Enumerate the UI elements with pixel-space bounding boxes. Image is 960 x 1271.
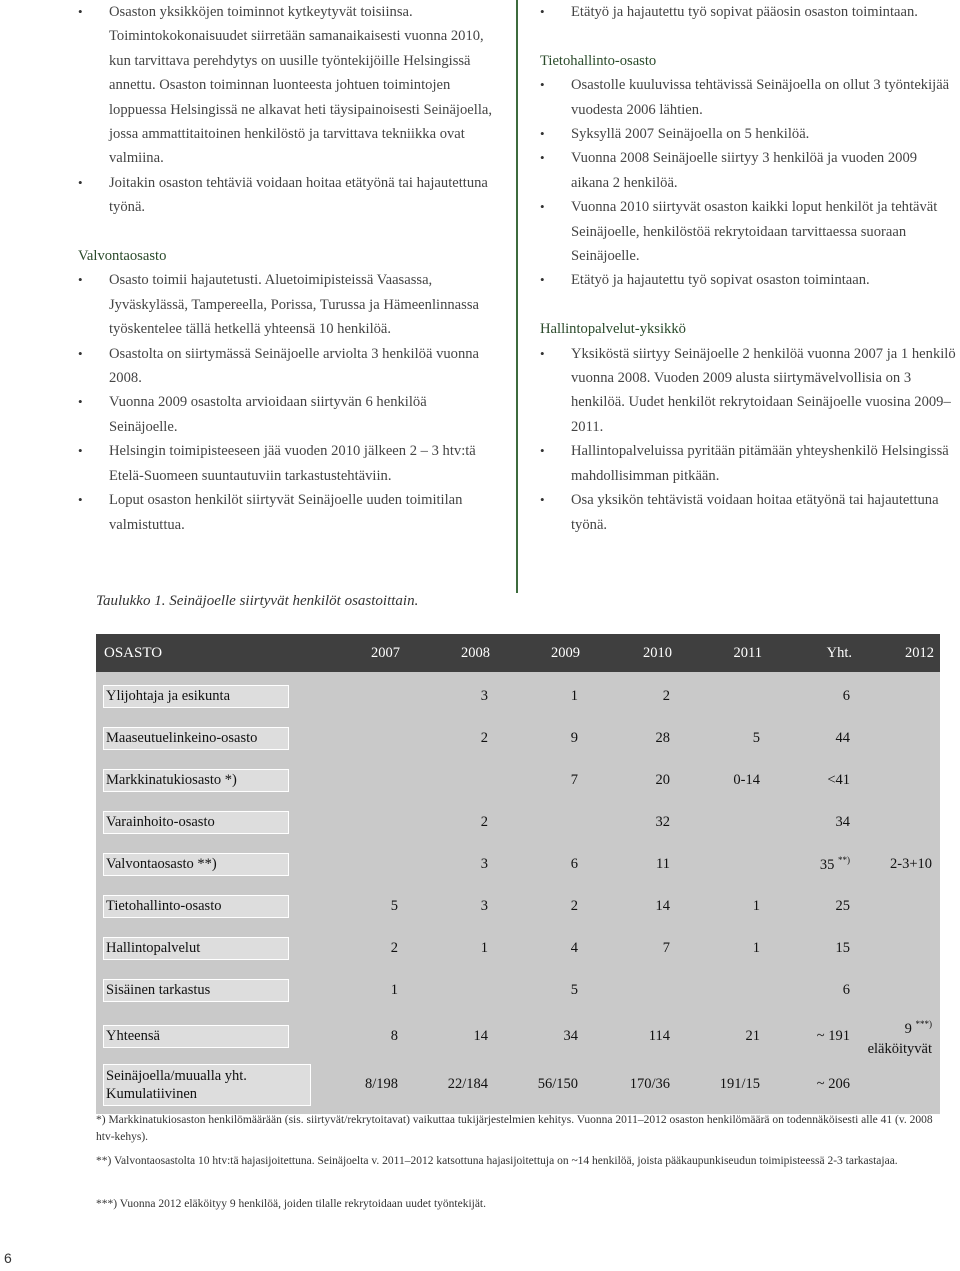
list-item: • Osastolta on siirtymässä Seinäjoelle arviolta 3 henkilöä vuonna 2008. xyxy=(78,342,498,391)
yhteensa-2012-note: eläköityvät xyxy=(867,1040,932,1057)
table-header-row xyxy=(96,634,940,672)
cell-value: 114 xyxy=(648,1027,670,1044)
list-item: • Osastolle kuuluvissa tehtävissä Seinäjoella on ollut 3 työntekijää vuodesta 2006 lähtien. xyxy=(540,73,958,122)
list-item: • Vuonna 2009 osastolta arvioidaan siirtyvän 6 henkilöä Seinäjoelle. xyxy=(78,390,498,439)
section-title-valvonta: Valvontaosasto xyxy=(78,248,167,265)
footnote-2: **) Valvontaosastolta 10 htv:tä hajasijoitettuna. Seinäjoelta v. 2011–2012 katsottuna hajasijoitettuja on ~14 henkilöä, joista pääkaupunkiseudun toimipisteessä 2-3 tarkastajaa. xyxy=(96,1155,898,1167)
header-2012: 2012 xyxy=(858,634,940,672)
row-label xyxy=(96,798,316,840)
cell-value: 9 xyxy=(904,1020,912,1037)
row-label-text: Tietohallinto-osasto xyxy=(104,896,288,917)
table-cell xyxy=(496,840,586,882)
cell-value: 1 xyxy=(752,939,760,956)
row-label xyxy=(96,1059,316,1105)
table-cell xyxy=(768,672,858,714)
cell-value: 20 xyxy=(655,771,670,788)
table-cell xyxy=(678,672,768,714)
table-cell xyxy=(768,966,858,1008)
staff-table xyxy=(96,634,940,1105)
table-cell xyxy=(406,798,496,840)
list-item: • Loput osaston henkilöt siirtyvät Seinäjoelle uuden toimitilan valmistuttua. xyxy=(78,488,498,537)
right-intro-list xyxy=(540,0,958,24)
table-row xyxy=(96,924,940,966)
row-label xyxy=(96,924,316,966)
cell-value: <41 xyxy=(827,771,850,788)
cell-value: 14 xyxy=(655,897,670,914)
table-cell xyxy=(316,756,406,798)
list-item: • Etätyö ja hajautettu työ sopivat pääosin osaston toimintaan. xyxy=(540,0,958,24)
table-cell xyxy=(316,714,406,756)
header-yht: Yht. xyxy=(768,634,858,672)
cell-value: 44 xyxy=(835,729,850,746)
table-cell xyxy=(678,924,768,966)
column-divider xyxy=(516,0,518,593)
cell-value: 3 xyxy=(480,855,488,872)
table-cell xyxy=(316,924,406,966)
cell-value: 3 xyxy=(480,687,488,704)
table-row xyxy=(96,756,940,798)
table-cell xyxy=(858,672,940,714)
cell-value: 2 xyxy=(480,813,488,830)
table-cell xyxy=(406,1059,496,1105)
footnote-3: ***) Vuonna 2012 eläköityy 9 henkilöä, joiden tilalle rekrytoidaan uudet työntekijät. xyxy=(96,1198,487,1210)
table-cell xyxy=(496,924,586,966)
header-2008: 2008 xyxy=(406,634,496,672)
list-item: • Hallintopalveluissa pyritään pitämään yhteyshenkilö Helsingissä mahdollisimman pitkään. xyxy=(540,439,958,488)
table-cell xyxy=(586,966,678,1008)
cell-value: 7 xyxy=(570,771,578,788)
cell-value: 5 xyxy=(752,729,760,746)
cell-value: 5 xyxy=(390,897,398,914)
table-cell xyxy=(316,840,406,882)
table-row xyxy=(96,672,940,714)
row-label xyxy=(96,756,316,798)
table-cell xyxy=(586,798,678,840)
hallinto-list xyxy=(540,342,958,537)
table-cell xyxy=(586,672,678,714)
row-label xyxy=(96,966,316,1008)
cell-value: 35 xyxy=(819,856,835,873)
table-cell xyxy=(678,756,768,798)
cell-value: 4 xyxy=(570,939,578,956)
table-cell xyxy=(316,1008,406,1059)
cell-value: 15 xyxy=(835,939,850,956)
page-number: 6 xyxy=(4,1250,12,1266)
table-cell xyxy=(678,1059,768,1105)
cell-value: 3 xyxy=(480,897,488,914)
table-cell xyxy=(586,1008,678,1059)
header-2010: 2010 xyxy=(586,634,678,672)
table-cell xyxy=(678,840,768,882)
table-cell xyxy=(858,714,940,756)
table-cell xyxy=(768,840,858,882)
header-osasto: OSASTO xyxy=(96,634,316,672)
cell-value: 7 xyxy=(662,939,670,956)
section-title-hallinto: Hallintopalvelut-yksikkö xyxy=(540,321,686,338)
list-item: • Osaston yksikköjen toiminnot kytkeytyvät toisiinsa. Toimintokokonaisuudet siirretään samanaikaisesti vuonna 2010, kun tarvittava perehdytys on uusille työntekijöille Helsingissä annettu. Osaston toiminnan luonteesta johtuen toimintojen loppuessa Helsingissä ne alkavat heti täysipainoisesti Seinäjoella, jossa ammattitaitoinen henkilöstö ja tarvittava tekniikka ovat valmiina. xyxy=(78,0,498,171)
cell-value: 8 xyxy=(390,1027,398,1044)
cell-value: 2 xyxy=(570,897,578,914)
row-label-text: Varainhoito-osasto xyxy=(104,812,288,833)
table-cell xyxy=(678,798,768,840)
cell-value: 21 xyxy=(745,1027,760,1044)
cell-value: 6 xyxy=(570,855,578,872)
cell-value: 14 xyxy=(473,1027,488,1044)
cell-value: 9 xyxy=(570,729,578,746)
list-item: • Joitakin osaston tehtäviä voidaan hoitaa etätyönä tai hajautettuna työnä. xyxy=(78,171,498,220)
table-cell xyxy=(496,966,586,1008)
row-label-text: Seinäjoella/muualla yht. Kumulatiivinen xyxy=(104,1065,310,1105)
row-label xyxy=(96,714,316,756)
footnote-1: *) Markkinatukiosaston henkilömäärään (sis. siirtyvät/rekrytoitavat) vaikuttaa tukijärjestelmien kehitys. Vuonna 2011–2012 osaston henkilömäärä on todennäköisesti alle 41 (v. 2008 htv-kehys). xyxy=(96,1114,933,1143)
cell-value: 2 xyxy=(390,939,398,956)
table-row xyxy=(96,882,940,924)
cell-value: 191/15 xyxy=(719,1076,760,1093)
table-cell xyxy=(678,966,768,1008)
left-intro-list xyxy=(78,0,498,220)
staff-table-container xyxy=(96,634,940,1114)
table-cell xyxy=(768,1059,858,1105)
cell-value: 6 xyxy=(842,687,850,704)
table-cell xyxy=(406,924,496,966)
table-cell xyxy=(316,672,406,714)
table-row xyxy=(96,1008,940,1059)
row-label-text: Markkinatukiosasto *) xyxy=(104,770,288,791)
row-label-text: Hallintopalvelut xyxy=(104,938,288,959)
table-cell xyxy=(586,882,678,924)
valvonta-list xyxy=(78,268,498,536)
cell-value: 34 xyxy=(563,1027,578,1044)
table-cell xyxy=(496,1059,586,1105)
table-cell xyxy=(496,672,586,714)
table-cell xyxy=(678,1008,768,1059)
table-cell xyxy=(406,756,496,798)
table-cell xyxy=(586,1059,678,1105)
table-cell xyxy=(768,1008,858,1059)
list-item: • Osasto toimii hajautetusti. Aluetoimipisteissä Vaasassa, Jyväskylässä, Tampereella, Porissa, Turussa ja Hämeenlinnassa työskentelee tällä hetkellä yhteensä 10 henkilöä. xyxy=(78,268,498,341)
table-cell xyxy=(768,882,858,924)
table-cell xyxy=(858,966,940,1008)
table-cell xyxy=(316,798,406,840)
cell-value: ~ 191 xyxy=(816,1027,850,1044)
row-label-text: Valvontaosasto **) xyxy=(104,854,288,875)
row-label-text: Maaseutuelinkeino-osasto xyxy=(104,728,288,749)
cell-value: 1 xyxy=(752,897,760,914)
table-cell xyxy=(858,1008,940,1059)
cell-value: 25 xyxy=(835,897,850,914)
table-row xyxy=(96,1059,940,1105)
table-cell xyxy=(768,714,858,756)
valvonta-superscript: **) xyxy=(838,854,850,865)
table-cell xyxy=(496,882,586,924)
row-label-text: Yhteensä xyxy=(104,1026,288,1047)
row-label xyxy=(96,672,316,714)
table-cell xyxy=(406,966,496,1008)
header-2009: 2009 xyxy=(496,634,586,672)
row-label xyxy=(96,1008,316,1059)
tietohallinto-list xyxy=(540,73,958,293)
cell-value: 11 xyxy=(656,855,670,872)
table-cell xyxy=(858,1059,940,1105)
header-2011: 2011 xyxy=(678,634,768,672)
header-2007: 2007 xyxy=(316,634,406,672)
table-caption: Taulukko 1. Seinäjoelle siirtyvät henkilöt osastoittain. xyxy=(96,593,419,609)
table-row xyxy=(96,966,940,1008)
yhteensa-2012-superscript: ***) xyxy=(915,1019,932,1029)
table-cell xyxy=(316,966,406,1008)
cell-value: 34 xyxy=(835,813,850,830)
table-row xyxy=(96,714,940,756)
table-cell xyxy=(496,756,586,798)
left-column xyxy=(78,0,498,537)
cell-value: 28 xyxy=(655,729,670,746)
cell-value: 8/198 xyxy=(364,1076,398,1093)
cell-value: 0-14 xyxy=(733,771,760,788)
table-cell xyxy=(406,672,496,714)
table-cell xyxy=(768,798,858,840)
table-cell xyxy=(586,840,678,882)
table-cell xyxy=(316,882,406,924)
table-cell xyxy=(768,924,858,966)
row-label xyxy=(96,882,316,924)
table-cell xyxy=(586,756,678,798)
table-cell xyxy=(858,924,940,966)
table-cell xyxy=(678,714,768,756)
table-cell xyxy=(858,798,940,840)
table-cell xyxy=(858,840,940,882)
row-label-text: Sisäinen tarkastus xyxy=(104,980,288,1001)
section-title-tietohallinto: Tietohallinto-osasto xyxy=(540,52,657,69)
cell-value: 1 xyxy=(570,687,578,704)
cell-value: 2 xyxy=(662,687,670,704)
cell-value: ~ 206 xyxy=(816,1076,850,1093)
table-row xyxy=(96,798,940,840)
table-cell xyxy=(858,882,940,924)
list-item: • Vuonna 2010 siirtyvät osaston kaikki loput henkilöt ja tehtävät Seinäjoelle, henkilöstöä rekrytoidaan tarvittaessa suoraan Seinäjoelle. xyxy=(540,195,958,268)
cell-value: 5 xyxy=(570,981,578,998)
cell-value: 2 xyxy=(480,729,488,746)
list-item: • Yksiköstä siirtyy Seinäjoelle 2 henkilöä vuonna 2007 ja 1 henkilö vuonna 2008. Vuoden 2009 alusta siirtymävelvollisia on 3 henkilöä. Uudet henkilöt rekrytoidaan Seinäjoelle vuosina 2009–2011. xyxy=(540,342,958,440)
list-item: • Etätyö ja hajautettu työ sopivat osaston toimintaan. xyxy=(540,268,958,292)
cell-value: 32 xyxy=(655,813,670,830)
list-item: • Vuonna 2008 Seinäjoelle siirtyy 3 henkilöä ja vuoden 2009 aikana 2 henkilöä. xyxy=(540,146,958,195)
list-item: • Syksyllä 2007 Seinäjoella on 5 henkilöä. xyxy=(540,122,958,146)
cell-value: 2-3+10 xyxy=(889,855,932,872)
table-cell xyxy=(406,714,496,756)
table-cell xyxy=(768,756,858,798)
cell-value: 56/150 xyxy=(537,1076,578,1093)
table-cell xyxy=(858,756,940,798)
table-cell xyxy=(496,798,586,840)
table-cell xyxy=(496,714,586,756)
table-row xyxy=(96,840,940,882)
right-column xyxy=(540,0,958,537)
list-item: • Helsingin toimipisteeseen jää vuoden 2010 jälkeen 2 – 3 htv:tä Etelä-Suomeen suuntautuviin tarkastustehtäviin. xyxy=(78,439,498,488)
cell-value: 22/184 xyxy=(447,1076,488,1093)
table-cell xyxy=(316,1059,406,1105)
list-item: • Osa yksikön tehtävistä voidaan hoitaa etätyönä tai hajautettuna työnä. xyxy=(540,488,958,537)
row-label-text: Ylijohtaja ja esikunta xyxy=(104,686,288,707)
cell-value: 170/36 xyxy=(629,1076,670,1093)
table-cell xyxy=(586,714,678,756)
table-cell xyxy=(678,882,768,924)
cell-value: 6 xyxy=(842,981,850,998)
cell-value: 1 xyxy=(480,939,488,956)
table-cell xyxy=(496,1008,586,1059)
row-label xyxy=(96,840,316,882)
table-cell xyxy=(586,924,678,966)
cell-value: 1 xyxy=(390,981,398,998)
table-cell xyxy=(406,882,496,924)
table-cell xyxy=(406,1008,496,1059)
table-cell xyxy=(406,840,496,882)
